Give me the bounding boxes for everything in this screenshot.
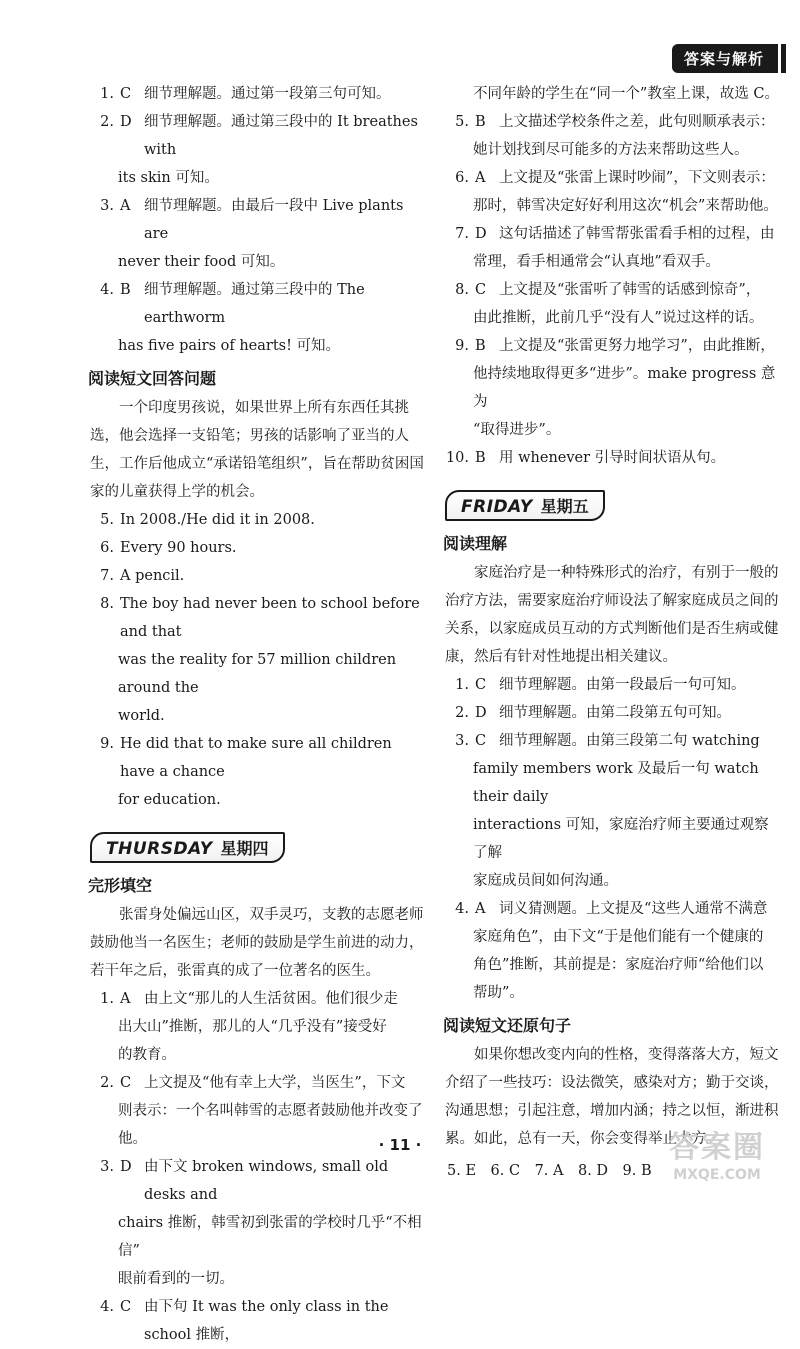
item-explanation: 细节理解题。由第三段第二句 watching — [499, 733, 760, 749]
item-explanation: 由下文 broken windows, small old desks and — [144, 1159, 389, 1203]
item-number: 4. — [100, 282, 114, 298]
summary-paragraph: 张雷身处偏远山区，双手灵巧，支教的志愿老师鼓励他当一名医生；老师的鼓励是学生前进的动力，若干年之后，张雷真的成了一位著名的医生。 — [90, 907, 424, 979]
item-explanation: 由上文“那儿的人生活贫困。他们很少走 — [144, 991, 398, 1007]
item-number: 9. — [100, 736, 114, 752]
item-number: 8. — [100, 596, 114, 612]
item-explanation: 由下句 It was the only class in the school 推断， — [144, 1299, 389, 1343]
answer-item — [90, 590, 428, 646]
item-answer-letter: B — [475, 450, 486, 466]
item-explanation-continued: 则表示：一个名叫韩雪的志愿者鼓励他并改变了 — [118, 1103, 423, 1119]
answer-item — [90, 730, 428, 786]
item-answer-letter: D — [475, 226, 487, 242]
summary-paragraph: 如果你想改变内向的性格，变得落落大方，短文介绍了一些技巧：设法微笑，感染对方；勤于交谈，沟通思想；引起注意，增加内涵；持之以恒，渐进积累。如此，总有一天，你会变得举止大方。 — [445, 1047, 779, 1147]
item-explanation-continued: was the reality for 57 million children around the — [118, 652, 397, 696]
item-explanation-continued: “取得进步”。 — [473, 422, 561, 438]
item-explanation-continued: 出大山”推断，那儿的人“几乎没有”接受好 — [118, 1019, 387, 1035]
summary-paragraph: 家庭治疗是一种特殊形式的治疗，有别于一般的治疗方法，需要家庭治疗师设法了解家庭成员之间的关系，以家庭成员互动的方式判断他们是否生病或健康，然后有针对性地提出相关建议。 — [445, 565, 779, 665]
answer-item — [445, 444, 780, 472]
item-answer-letter: D — [475, 705, 487, 721]
item-answer-letter: A — [475, 901, 486, 917]
item-number: 10. — [445, 450, 469, 466]
item-explanation: 细节理解题。通过第三段中的 The earthworm — [144, 282, 365, 326]
item-answer-letter: C — [120, 1299, 132, 1315]
item-number: 3. — [455, 733, 469, 749]
thursday-label-en: THURSDAY — [106, 839, 213, 859]
item-number: 3. — [100, 1159, 114, 1175]
section-title-reading-qa: 阅读短文回答问题 — [88, 369, 217, 388]
watermark-url: MXQE.COM — [673, 1167, 761, 1183]
item-explanation: 用 whenever 引导时间状语从句。 — [499, 450, 726, 466]
section-title-reading: 阅读理解 — [443, 534, 508, 553]
left-answer-list-2 — [90, 506, 428, 814]
thursday-banner — [90, 832, 285, 863]
watermark-text: 答案圈 — [669, 1130, 765, 1165]
item-number: 1. — [100, 991, 114, 1007]
item-explanation-continued: never their food 可知。 — [118, 254, 285, 270]
item-answer-letter: D — [120, 114, 132, 130]
answer-item — [445, 699, 780, 727]
item-explanation: 细节理解题。通过第一段第三句可知。 — [144, 86, 391, 102]
item-explanation: 上文提及“张雷更努力地学习”，由此推断， — [499, 338, 775, 354]
item-explanation-continued: has five pairs of hearts! 可知。 — [118, 338, 341, 354]
item-answer-letter: B — [120, 282, 131, 298]
friday-banner — [445, 490, 605, 521]
item-explanation: 细节理解题。通过第三段中的 It breathes with — [144, 114, 418, 158]
item-explanation-continued: 眼前看到的一切。 — [118, 1271, 234, 1287]
item-explanation-continued: its skin 可知。 — [118, 170, 219, 186]
answer-item — [445, 276, 780, 304]
item-explanation-continued: 的教育。 — [118, 1047, 176, 1063]
answer-item — [90, 80, 428, 108]
item-explanation-continued: interactions 可知，家庭治疗师主要通过观察了解 — [473, 817, 769, 861]
answer-item — [90, 534, 428, 562]
item-explanation: 上文提及“他有幸上大学，当医生”，下文 — [144, 1075, 406, 1091]
answer-item — [445, 164, 780, 192]
answer-item — [90, 1153, 428, 1209]
item-explanation-continued: 他。 — [118, 1131, 147, 1147]
item-answer-letter: C — [120, 86, 132, 102]
answer-item — [445, 895, 780, 923]
left-answer-list-1 — [90, 80, 428, 360]
item-explanation-continued: 角色”推断，其前提是：家庭治疗师“给他们以 — [473, 957, 764, 973]
answer-item — [90, 276, 428, 332]
item-explanation: 上文描述学校条件之差，此句则顺承表示： — [499, 114, 775, 130]
item-number: 9. — [455, 338, 469, 354]
summary-paragraph: 一个印度男孩说，如果世界上所有东西任其挑选，他会选择一支铅笔；男孩的话影响了亚当的人生，工作后他成立“承诺铅笔组织”，旨在帮助贫困国家的儿童获得上学的机会。 — [90, 400, 424, 500]
right-answer-list-1 — [445, 108, 780, 472]
answer-item — [445, 671, 780, 699]
item-answer-letter: C — [475, 733, 487, 749]
item-explanation: He did that to make sure all children have a chance — [120, 736, 392, 780]
item-number: 6. — [455, 170, 469, 186]
answer-item — [90, 506, 428, 534]
answers-row: 5. E 6. C 7. A 8. D 9. B — [447, 1163, 652, 1179]
item-explanation-continued: 由此推断，此前几乎“没有人”说过这样的话。 — [473, 310, 764, 326]
item-answer-letter: C — [120, 1075, 132, 1091]
answer-item — [445, 332, 780, 360]
answer-item — [445, 220, 780, 248]
item-explanation-continued: 那时，韩雪决定好好利用这次“机会”来帮助他。 — [473, 198, 778, 214]
item-explanation-continued: 家庭角色”，由下文“于是他们能有一个健康的 — [473, 929, 764, 945]
item-answer-letter: D — [120, 1159, 132, 1175]
item-number: 2. — [100, 114, 114, 130]
left-answer-list-3 — [90, 985, 428, 1349]
item-explanation: 细节理解题。由最后一段中 Live plants are — [144, 198, 404, 242]
item-explanation: 细节理解题。由第一段最后一句可知。 — [499, 677, 746, 693]
friday-label-en: FRIDAY — [461, 497, 533, 517]
item-explanation: 细节理解题。由第二段第五句可知。 — [499, 705, 731, 721]
item-explanation: 这句话描述了韩雪帮张雷看手相的过程，由 — [499, 226, 775, 242]
left-column — [90, 80, 428, 1349]
item-answer-letter: A — [475, 170, 486, 186]
item-explanation-continued: for education. — [118, 792, 221, 808]
item-number: 3. — [100, 198, 114, 214]
item-explanation: 上文提及“张雷听了韩雪的话感到惊奇”， — [499, 282, 761, 298]
item-explanation: 上文提及“张雷上课时吵闹”，下文则表示： — [499, 170, 775, 186]
item-answer-letter: C — [475, 677, 487, 693]
item-explanation: In 2008./He did it in 2008. — [120, 512, 315, 528]
page-number: · 11 · — [378, 1136, 422, 1154]
answer-item — [445, 727, 780, 755]
thursday-label-zh: 星期四 — [220, 839, 269, 858]
section-header-tag: 答案与解析 — [672, 44, 778, 73]
item-number: 7. — [455, 226, 469, 242]
item-explanation-continued: 他持续地取得更多“进步”。make progress 意为 — [473, 366, 776, 410]
answer-item — [90, 192, 428, 248]
item-number: 4. — [100, 1299, 114, 1315]
item-explanation-continued: 她计划找到尽可能多的方法来帮助这些人。 — [473, 142, 749, 158]
item-number: 7. — [100, 568, 114, 584]
item-explanation-continued: 常理，看手相通常会“认真地”看双手。 — [473, 254, 720, 270]
item-explanation: The boy had never been to school before and that — [120, 596, 420, 640]
answer-item — [445, 108, 780, 136]
right-column — [445, 80, 780, 1185]
item-number: 5. — [100, 512, 114, 528]
item-number: 8. — [455, 282, 469, 298]
item-explanation-continued: 家庭成员间如何沟通。 — [473, 873, 618, 889]
right-answer-list-2 — [445, 671, 780, 1007]
item-number: 6. — [100, 540, 114, 556]
item-explanation: 词义猜测题。上文提及“这些人通常不满意 — [499, 901, 768, 917]
item-explanation-continued: 帮助”。 — [473, 985, 524, 1001]
item-answer-letter: A — [120, 991, 131, 1007]
item-explanation-continued: family members work 及最后一句 watch their daily — [473, 761, 759, 805]
item-number: 2. — [455, 705, 469, 721]
item-answer-letter: C — [475, 282, 487, 298]
continued-line: 不同年龄的学生在“同一个”教室上课，故选 C。 — [473, 86, 780, 102]
item-answer-letter: B — [475, 338, 486, 354]
item-number: 4. — [455, 901, 469, 917]
section-title-sentence-restore: 阅读短文还原句子 — [443, 1016, 572, 1035]
item-answer-letter: B — [475, 114, 486, 130]
item-number: 1. — [455, 677, 469, 693]
friday-label-zh: 星期五 — [540, 497, 589, 516]
item-explanation: Every 90 hours. — [120, 540, 237, 556]
item-explanation: A pencil. — [120, 568, 185, 584]
item-number: 1. — [100, 86, 114, 102]
answer-item — [90, 562, 428, 590]
answer-item — [90, 1069, 428, 1097]
watermark-logo — [652, 1130, 782, 1190]
item-number: 5. — [455, 114, 469, 130]
answer-item — [90, 985, 428, 1013]
answer-item — [90, 1293, 428, 1349]
item-explanation-continued: chairs 推断，韩雪初到张雷的学校时几乎“不相信” — [118, 1215, 422, 1259]
item-answer-letter: A — [120, 198, 131, 214]
item-number: 2. — [100, 1075, 114, 1091]
item-explanation-continued: world. — [118, 708, 165, 724]
section-title-cloze: 完形填空 — [88, 876, 153, 895]
answer-item — [90, 108, 428, 164]
